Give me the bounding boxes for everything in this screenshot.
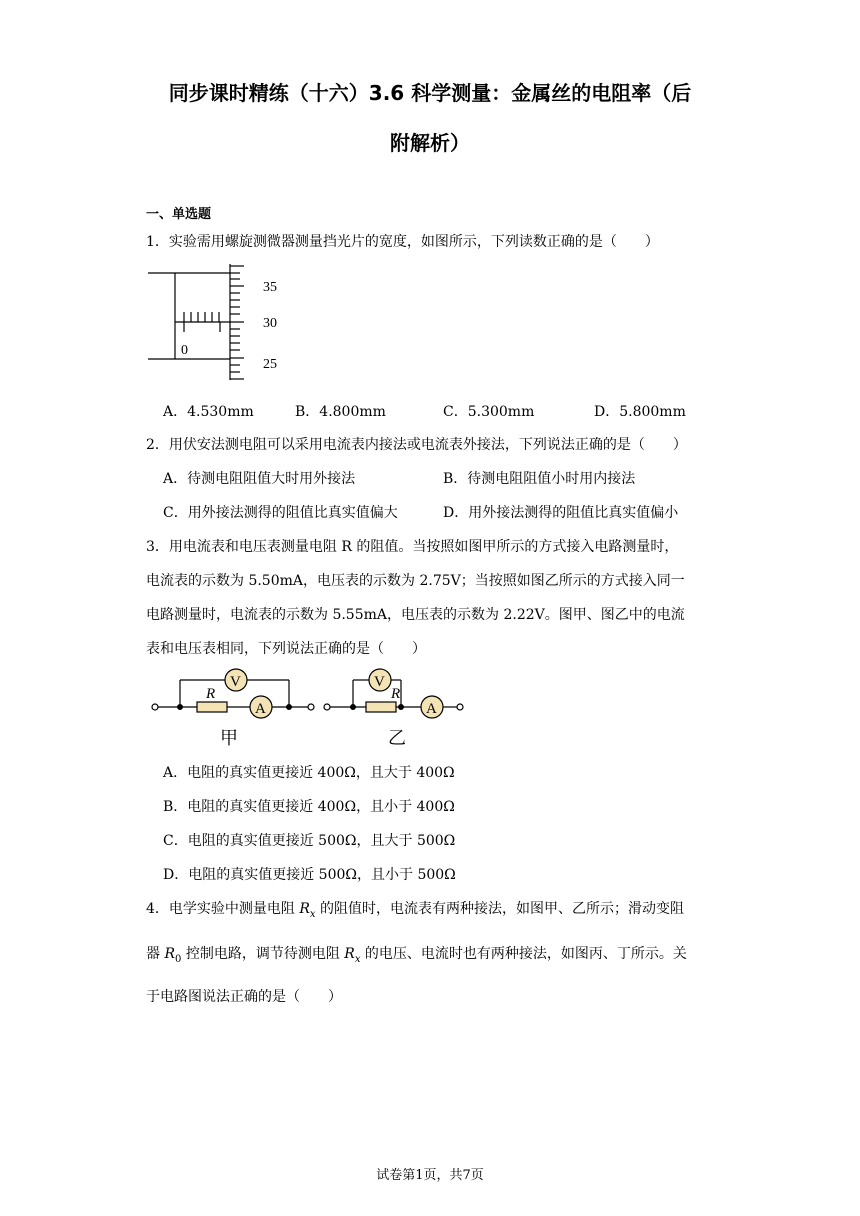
- voltmeter-label-a: V: [230, 674, 241, 690]
- q3-option-c: C．电阻的真实值更接近 500Ω，且大于 500Ω: [163, 833, 456, 849]
- voltmeter-label-b: V: [374, 674, 385, 690]
- resistor-label-a: R: [206, 686, 216, 702]
- micrometer-figure: [146, 262, 296, 384]
- q4-text-e: 的电压、电流时也有两种接法，如图丙、丁所示。关: [360, 946, 687, 962]
- q1-option-c: C．5.300mm: [443, 404, 535, 420]
- symbol-rx-2: R: [344, 946, 355, 962]
- thimble-label-35: 35: [263, 280, 277, 295]
- q1-option-d: D．5.800mm: [594, 404, 686, 420]
- resistor-label-b: R: [391, 686, 401, 702]
- page-footer: 试卷第1页，共7页: [376, 1168, 484, 1183]
- question-3-line-4: 表和电压表相同，下列说法正确的是（ ）: [146, 641, 426, 657]
- q4-text-b: 的阻值时，电流表有两种接法，如图甲、乙所示；滑动变阻: [315, 901, 684, 917]
- question-4-line-1: [146, 898, 684, 920]
- ammeter-label-a: A: [255, 701, 266, 717]
- q4-text-a: 4．电学实验中测量电阻: [146, 901, 300, 917]
- ammeter-label-b: A: [426, 701, 437, 717]
- page-title: [120, 68, 740, 168]
- symbol-rx-subscript-2: x: [354, 953, 361, 965]
- question-3-line-3: 电路测量时，电流表的示数为 5.55mA，电压表的示数为 2.22V。图甲、图乙中的电流: [146, 607, 685, 623]
- q4-text-d: 控制电路，调节待测电阻: [181, 946, 345, 962]
- symbol-r0-subscript: 0: [175, 953, 182, 965]
- q2-option-c: C．用外接法测得的阻值比真实值偏大: [163, 505, 398, 521]
- question-3-line-1: 3．用电流表和电压表测量电阻 R 的阻值。当按照如图甲所示的方式接入电路测量时，: [146, 539, 679, 555]
- section-heading: 一、单选题: [146, 207, 212, 222]
- title-line-2: 附解析）: [390, 131, 470, 155]
- q2-option-d: D．用外接法测得的阻值比真实值偏小: [443, 505, 679, 521]
- q4-text-c: 器: [146, 946, 165, 962]
- q1-option-b: B．4.800mm: [295, 404, 386, 420]
- q2-option-b: B．待测电阻阻值小时用内接法: [443, 471, 636, 487]
- title-line-1: 同步课时精练（十六）3.6 科学测量：金属丝的电阻率（后: [168, 81, 692, 105]
- main-scale-zero: 0: [181, 343, 188, 358]
- symbol-r0: R: [164, 946, 175, 962]
- figure-label-jia: 甲: [220, 728, 238, 748]
- figure-label-yi: 乙: [388, 728, 406, 748]
- question-2-text: 2．用伏安法测电阻可以采用电流表内接法或电流表外接法，下列说法正确的是（ ）: [146, 437, 687, 453]
- q1-option-a: A．4.530mm: [163, 404, 254, 420]
- q3-option-b: B．电阻的真实值更接近 400Ω，且小于 400Ω: [163, 799, 455, 815]
- thimble-label-30: 30: [263, 316, 277, 331]
- question-3-line-2: 电流表的示数为 5.50mA，电压表的示数为 2.75V；当按照如图乙所示的方式接入同一: [146, 573, 685, 589]
- question-1-text: 1．实验需用螺旋测微器测量挡光片的宽度，如图所示，下列读数正确的是（ ）: [146, 234, 659, 250]
- symbol-rx-subscript: x: [309, 908, 316, 920]
- symbol-rx: R: [299, 901, 310, 917]
- question-4-line-3: 于电路图说法正确的是（ ）: [146, 989, 342, 1005]
- q3-option-d: D．电阻的真实值更接近 500Ω，且小于 500Ω: [163, 867, 456, 883]
- circuit-figure: [146, 664, 476, 750]
- q2-option-a: A．待测电阻阻值大时用外接法: [163, 471, 356, 487]
- q3-option-a: A．电阻的真实值更接近 400Ω，且大于 400Ω: [163, 765, 455, 781]
- thimble-label-25: 25: [263, 357, 277, 372]
- question-4-line-2: [146, 943, 687, 965]
